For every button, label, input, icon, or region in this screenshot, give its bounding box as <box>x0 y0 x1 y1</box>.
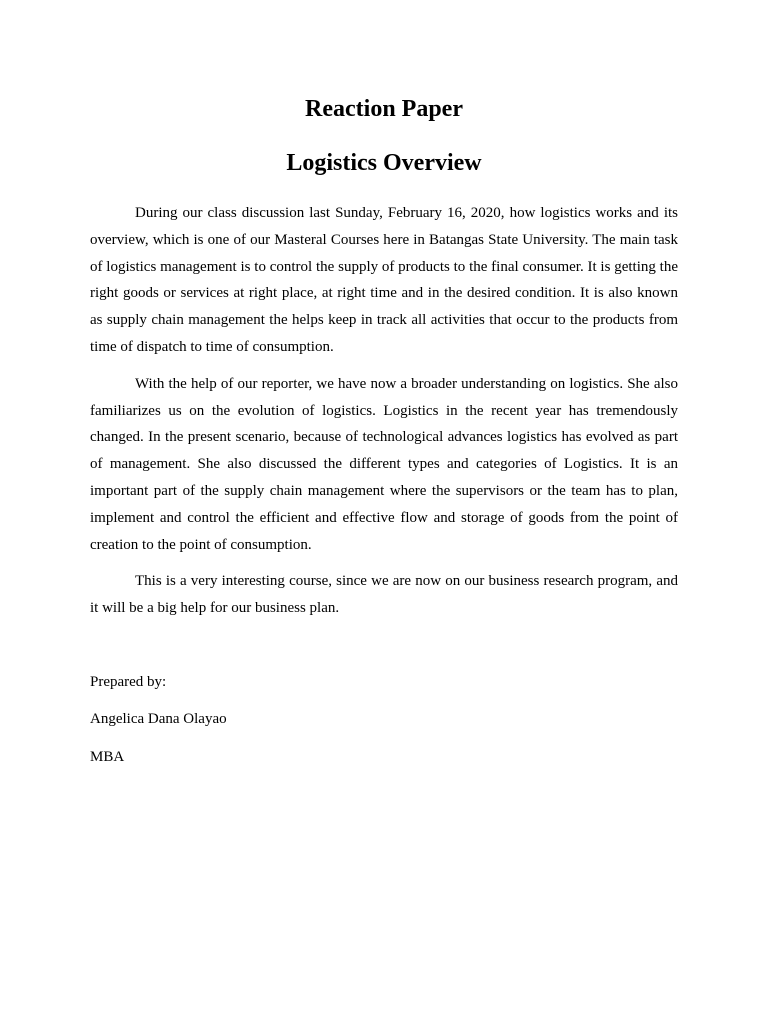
paragraph-3: This is a very interesting course, since we are now on our business research program, and it will be a big help for our business plan. <box>90 573 678 617</box>
paragraph-2: With the help of our reporter, we have now a broader understanding on logistics. She also familiarizes us on the evolution of logistics. Logistics in the recent year has tremendously changed. In the present scenario, because of technological advances logistics has evolved as part of management. She also discussed the different types and categories of Logistics. It is an important part of the supply chain management where the supervisors or the team has to plan, implement and control the efficient and effective flow and storage of goods from the point of creation to the point of consumption. <box>90 375 678 553</box>
document-title: Reaction Paper <box>305 96 463 122</box>
author-program: MBA <box>90 749 125 765</box>
prepared-by-label: Prepared by: <box>90 674 167 690</box>
document-subtitle: Logistics Overview <box>286 150 482 176</box>
paragraph-1: During our class discussion last Sunday, February 16, 2020, how logistics works and its overview, which is one of our Masteral Courses here in Batangas State University. The main task of logistics management is to control the supply of products to the final consumer. It is getting the right goods or services at right place, at right time and in the desired condition. It is also known as supply chain management the helps keep in track all activities that occur to the products from time of dispatch to time of consumption. <box>90 205 678 355</box>
author-name: Angelica Dana Olayao <box>90 711 227 727</box>
document-body <box>90 200 678 632</box>
